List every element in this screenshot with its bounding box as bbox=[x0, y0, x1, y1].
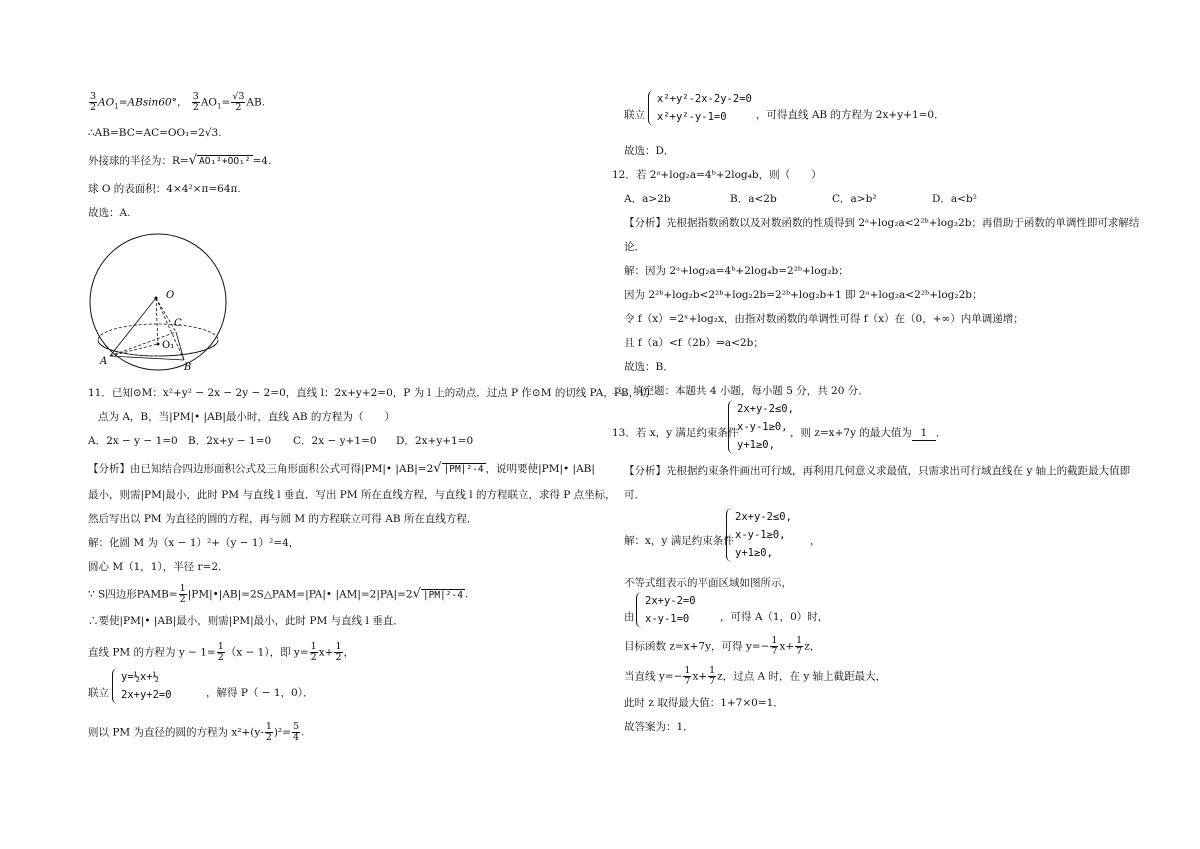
fraction: $\frac{5}{4}$ bbox=[293, 721, 300, 743]
q11-analysis-2: 最小，则需|PM|最小，此时 PM 与直线 l 垂直．写出 PM 所在直线方程，与直线 l 的方程联立，求得 P 点坐标， bbox=[88, 489, 616, 501]
q12-analysis-2: 论． bbox=[624, 241, 645, 253]
fraction: $\frac{1}{7}$ bbox=[684, 665, 691, 687]
q13-stem-a: 13．若 x，y 满足约束条件 bbox=[612, 427, 739, 439]
equation-system-2: x²+y²-2x-2y-2=0 x²+y²-y-1=0 bbox=[648, 90, 752, 126]
q12-analysis-1: 【分析】先根据指数函数以及对数函数的性质得到 2ᵃ+log₂a<2²ᵇ+log₂2b；再借助于函数的单调性即可求解结 bbox=[624, 217, 1140, 229]
fraction: $\frac{1}{2}$ bbox=[335, 641, 342, 663]
equation-system-1: y=½x+½ 2x+y+2=0 bbox=[112, 668, 172, 704]
equation-system-3: 2x+y-2=0 x-y-1=0 bbox=[636, 592, 696, 628]
q12-option-d: D．a<b² bbox=[932, 193, 977, 205]
q11-solution-4: ∴要使|PM|• |AB|最小，则需|PM|最小，此时 PM 与直线 l 垂直． bbox=[88, 615, 404, 627]
q11-option-a: A．2x − y − 1=0 bbox=[88, 435, 178, 447]
label-c: C bbox=[174, 318, 182, 329]
line-ao1: $\frac{3}{2}$ $AO_1=ABsin60^\circ$， $\frac{3}{2}$ $AO_1=$ $\frac{√3}{2}$ AB. bbox=[90, 91, 266, 113]
q12-option-c: C．a>b² bbox=[832, 193, 877, 205]
line-answer-a: 故选：A. bbox=[88, 207, 131, 219]
q12-answer-b: 故选：B． bbox=[624, 361, 674, 373]
q13-solution-4: 目标函数 z=x+7y，可得 y=− $\frac{1}{7}$ x+ $\frac{1}{7}$ z， bbox=[624, 635, 821, 657]
fraction: $\frac{1}{2}$ bbox=[265, 721, 272, 743]
fraction: $\frac{3}{2}$ bbox=[192, 91, 199, 113]
r-lianli-label: 联立 bbox=[624, 109, 645, 121]
q11-analysis-3: 然后写出以 PM 为直径的圆的方程，再与圆 M 的方程联立可得 AB 所在直线方程． bbox=[88, 513, 478, 525]
q12-option-a: A．a>2b bbox=[624, 193, 671, 205]
fraction: $\frac{1}{2}$ bbox=[217, 641, 224, 663]
fraction: $\frac{1}{7}$ bbox=[771, 635, 778, 657]
q11-option-c: C．2x − y+1=0 bbox=[293, 435, 377, 447]
q13-solution-2: 不等式组表示的平面区域如图所示， bbox=[624, 577, 792, 589]
q12-solution-3: 令 f（x）=2ˣ+log₂x，由指对数函数的单调性可得 f（x）在（0，+∞）内单调递增； bbox=[624, 313, 1024, 325]
fraction: $\frac{1}{2}$ bbox=[179, 583, 186, 605]
q12-option-b: B．a<2b bbox=[730, 193, 777, 205]
q11-answer-d: 故选：D． bbox=[624, 145, 675, 157]
edge-oo1 bbox=[156, 298, 158, 344]
q11-solution-7: 则以 PM 为直径的圆的方程为 x²+(y- $\frac{1}{2}$ )²= $\frac{5}{4}$ . bbox=[88, 721, 305, 743]
q12-solution-4: 且 f（a）<f（2b）⇒a<2b； bbox=[624, 337, 764, 349]
label-b: B bbox=[184, 362, 192, 373]
edge-oc bbox=[156, 298, 176, 332]
q11-solution-1: 解：化圆 M 为（x − 1）²+（y − 1）²=4， bbox=[88, 537, 300, 549]
section-fill-in: 二、填空题：本题共 4 小题，每小题 5 分，共 20 分． bbox=[612, 385, 869, 397]
label-o: O bbox=[166, 290, 175, 301]
constraint-system-2: 2x+y-2≤0, x-y-1≥0, y+1≥0, bbox=[726, 508, 792, 562]
fraction: $\frac{1}{7}$ bbox=[796, 635, 803, 657]
q13-analysis-1: 【分析】先根据约束条件画出可行域，再利用几何意义求最值，只需求出可行域直线在 y 轴上的截距最大值即 bbox=[624, 465, 1131, 477]
q11-option-d: D．2x+y+1=0 bbox=[396, 435, 474, 447]
edge-bc bbox=[176, 332, 184, 360]
q13-solution-5: 当直线 y=− $\frac{1}{7}$ x+ $\frac{1}{7}$ z，过点 A 时，在 y 轴上截距最大， bbox=[624, 665, 887, 687]
q11-solution-2: 圆心 M（1，1），半径 r=2． bbox=[88, 561, 229, 573]
label-o1: O₁ bbox=[162, 340, 175, 351]
q13-answer: 故答案为：1． bbox=[624, 721, 694, 733]
edge-ao1 bbox=[110, 344, 158, 356]
label-a: A bbox=[100, 356, 108, 367]
answer-blank[interactable]: 1 bbox=[912, 426, 936, 441]
q13-solution-6: 此时 z 取得最大值：1+7×0=1． bbox=[624, 697, 784, 709]
fraction: $\frac{3}{2}$ bbox=[90, 91, 97, 113]
q13-solution-1b: ， bbox=[810, 535, 821, 547]
constraint-system-1: 2x+y-2≤0, x-y-1≥0, y+1≥0, bbox=[728, 400, 794, 454]
q11-stem-2: 点为 A，B，当|PM|• |AB|最小时，直线 AB 的方程为（ ） bbox=[98, 411, 395, 423]
line-ab: ∴AB=BC=AC=OO₁=2√3. bbox=[88, 127, 222, 139]
q11-option-b: B．2x+y − 1=0 bbox=[188, 435, 272, 447]
q12-solution-1: 解：因为 2ᵃ+log₂a=4ᵇ+2log₄b=2²ᵇ+log₂b； bbox=[624, 265, 849, 277]
q12-solution-2: 因为 2²ᵇ+log₂b<2²ᵇ+log₂2b=2²ᵇ+log₂b+1 即 2ᵃ+log₂a<2²ᵇ+log₂2b； bbox=[624, 289, 983, 301]
lianli-label: 联立 bbox=[88, 687, 109, 699]
sphere-figure bbox=[88, 232, 228, 374]
q11-solution-3: ∵ S四边形PAMB= $\frac{1}{2}$ |PM|•|AB|=2S△PAM=|PA|• |AM|=2|PA|=2√ |PM|²-4 . bbox=[88, 583, 469, 605]
q11-solution-6: ，解得 P（ − 1，0）． bbox=[206, 687, 314, 699]
fraction: $\frac{√3}{2}$ bbox=[232, 91, 245, 113]
q11-analysis-1: 【分析】由已知结合四边形面积公式及三角形面积公式可得|PM|• |AB|=2√ |PM|²-4 ，说明要使|PM|• |AB| bbox=[88, 461, 595, 476]
q11-solution-5: 直线 PM 的方程为 y − 1= $\frac{1}{2}$ （x − 1），即 y= $\frac{1}{2}$ x+ $\frac{1}{2}$ ， bbox=[88, 641, 354, 663]
edge-oa bbox=[110, 298, 156, 356]
q11-result: ，可得直线 AB 的方程为 2x+y+1=0． bbox=[756, 109, 945, 121]
q13-solution-3: ，可得 A（1，0）时， bbox=[720, 611, 829, 623]
line-surface: 球 O 的表面积：4×4²×π=64π. bbox=[88, 183, 241, 195]
you-label: 由 bbox=[624, 611, 635, 623]
fraction: $\frac{1}{2}$ bbox=[310, 641, 317, 663]
line-radius: 外接球的半径为：R=√ AO₁²+OO₁² =4. bbox=[88, 153, 272, 168]
q13-solution-1a: 解：x，y 满足约束条件 bbox=[624, 535, 734, 547]
fraction: $\frac{1}{7}$ bbox=[709, 665, 716, 687]
q13-stem-b: ，则 z=x+7y 的最大值为 1 ． bbox=[790, 427, 947, 439]
q13-analysis-2: 可． bbox=[624, 489, 645, 501]
q12-stem: 12．若 2ᵃ+log₂a=4ᵇ+2log₄b，则（ ） bbox=[612, 169, 822, 181]
q11-stem-1: 11．已知⊙M：x²+y² − 2x − 2y − 2=0，直线 l：2x+y+2=0，P 为 l 上的动点．过点 P 作⊙M 的切线 PA，PB，切 bbox=[88, 387, 650, 399]
